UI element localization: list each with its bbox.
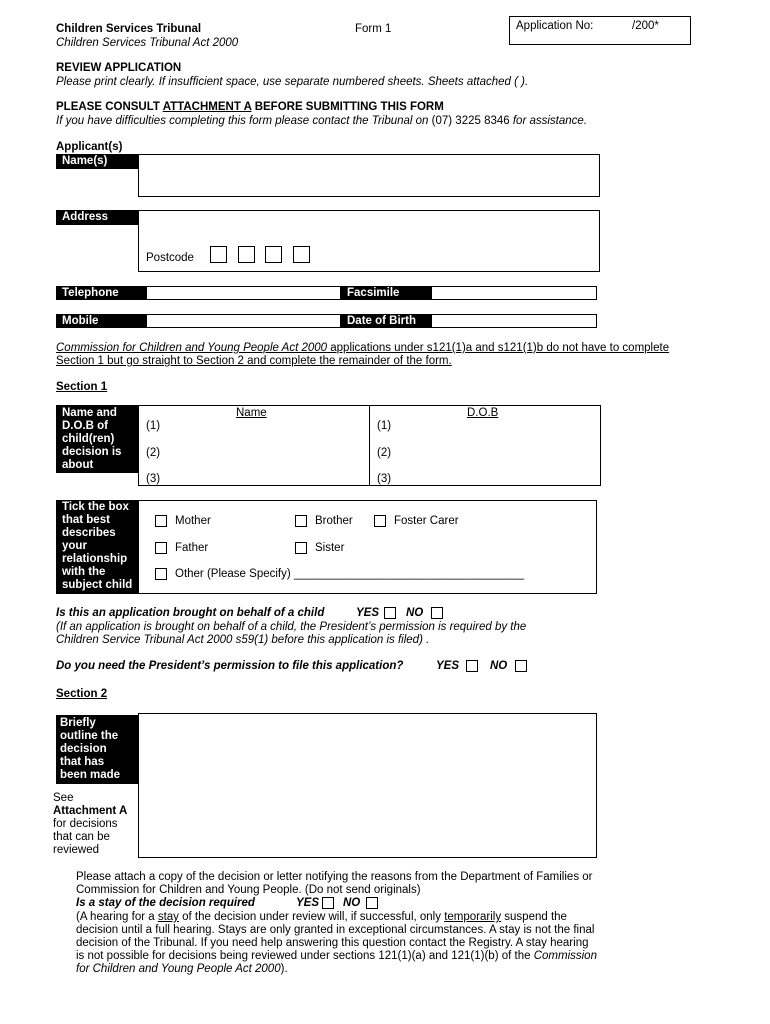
consult-post: BEFORE SUBMITTING THIS FORM <box>251 101 444 113</box>
attachment-a-link[interactable]: ATTACHMENT A <box>162 101 252 113</box>
consult-line <box>56 101 444 114</box>
postcode-label: Postcode <box>146 252 194 264</box>
stay-yes-checkbox[interactable] <box>322 897 334 909</box>
mother-checkbox[interactable] <box>155 515 167 527</box>
attach-note-2: Commission for Children and Young People. (Do not send originals) <box>76 884 421 896</box>
stay-note-3: decision of the Tribunal. If you need help answering this question contact the Registry. A stay hearing <box>76 937 589 949</box>
telephone-field[interactable] <box>146 286 341 300</box>
application-no-label: Application No: <box>516 20 594 32</box>
children-table <box>138 405 601 486</box>
father-option: Father <box>175 542 209 554</box>
behalf-note-1: (If an application is brought on behalf of a child, the President’s permission is required by the <box>56 621 527 633</box>
commission-note-line1 <box>56 342 669 355</box>
permission-no-label: NO <box>490 660 508 672</box>
see-attachment-a: Attachment A <box>53 805 128 817</box>
postcode-digit-3[interactable] <box>265 246 282 263</box>
attach-note-1: Please attach a copy of the decision or letter notifying the reasons from the Department of Families or <box>76 871 593 883</box>
form-number: Form 1 <box>355 23 392 35</box>
review-title: REVIEW APPLICATION <box>56 62 182 74</box>
outline-label: Briefly outline the decision that has been made <box>56 715 138 784</box>
see-rest-2: that can be <box>53 831 110 843</box>
sister-checkbox[interactable] <box>295 542 307 554</box>
names-field[interactable] <box>138 154 600 197</box>
consult-pre: PLEASE CONSULT <box>56 101 163 113</box>
postcode-digit-4[interactable] <box>293 246 310 263</box>
stay-no-checkbox[interactable] <box>366 897 378 909</box>
stay-note-4-italic: Commission <box>533 950 597 962</box>
difficulty-line <box>56 115 587 128</box>
section1-heading: Section 1 <box>56 381 108 393</box>
stay-word: stay <box>157 911 179 923</box>
children-name-header: Name <box>236 407 267 419</box>
application-no-box[interactable] <box>509 16 691 45</box>
behalf-no-checkbox[interactable] <box>431 607 443 619</box>
difficulty-post: for assistance. <box>509 115 588 127</box>
behalf-note-2: Children Service Tribunal Act 2000 s59(1) before this application is filed) . <box>56 634 430 646</box>
temporarily-word: temporarily <box>444 911 502 923</box>
foster-carer-checkbox[interactable] <box>374 515 386 527</box>
dob-field[interactable] <box>431 314 597 328</box>
names-label: Name(s) <box>56 154 138 169</box>
applicant-heading: Applicant(s) <box>56 141 123 153</box>
address-label: Address <box>56 210 138 225</box>
stay-note-5-end: ). <box>280 963 288 975</box>
stay-question: Is a stay of the decision required <box>76 897 255 909</box>
difficulty-pre: If you have difficulties completing this form please contact the Tribunal on <box>56 115 432 127</box>
stay-note-p3: suspend the <box>501 911 567 923</box>
behalf-no-label: NO <box>406 607 424 619</box>
father-checkbox[interactable] <box>155 542 167 554</box>
child-name-3[interactable]: (3) <box>146 473 161 485</box>
relationship-box <box>138 500 597 594</box>
brother-option: Brother <box>315 515 353 527</box>
tribunal-name: Children Services Tribunal <box>56 23 202 35</box>
sister-option: Sister <box>315 542 345 554</box>
other-checkbox[interactable] <box>155 568 167 580</box>
telephone-label: Telephone <box>56 286 146 300</box>
facsimile-label: Facsimile <box>341 286 431 300</box>
child-dob-1[interactable]: (1) <box>377 420 392 432</box>
commission-note-line2: Section 1 but go straight to Section 2 and complete the remainder of the form. <box>56 355 452 367</box>
application-no-value: /200* <box>632 20 659 32</box>
postcode-digit-1[interactable] <box>210 246 227 263</box>
section2-heading: Section 2 <box>56 688 108 700</box>
address-field[interactable] <box>138 210 600 272</box>
children-dob-header: D.O.B <box>467 407 499 419</box>
see-text: See <box>53 792 74 804</box>
act-name: Children Services Tribunal Act 2000 <box>56 37 239 49</box>
stay-yes-label: YES <box>296 897 320 909</box>
other-option[interactable]: Other (Please Specify) ____________________________________ <box>175 568 525 580</box>
stay-note-4-text: is not possible for decisions being reviewed under sections 121(1)(a) and 121(1)(b) of the <box>76 950 534 962</box>
facsimile-field[interactable] <box>431 286 597 300</box>
children-label: Name and D.O.B of child(ren) decision is about <box>56 405 138 473</box>
brother-checkbox[interactable] <box>295 515 307 527</box>
permission-question: Do you need the President’s permission to file this application? <box>56 660 404 672</box>
permission-yes-label: YES <box>436 660 460 672</box>
dob-label: Date of Birth <box>341 314 431 328</box>
mobile-label: Mobile <box>56 314 146 328</box>
see-rest-1: for decisions <box>53 818 118 830</box>
permission-yes-checkbox[interactable] <box>466 660 478 672</box>
column-divider <box>369 406 370 485</box>
behalf-yes-checkbox[interactable] <box>384 607 396 619</box>
mother-option: Mother <box>175 515 211 527</box>
stay-note-5-italic: for Children and Young People Act 2000 <box>76 963 281 975</box>
postcode-digit-2[interactable] <box>238 246 255 263</box>
stay-no-label: NO <box>343 897 361 909</box>
commission-act: Commission for Children and Young People Act 2000 <box>56 342 328 354</box>
child-dob-2[interactable]: (2) <box>377 447 392 459</box>
child-name-2[interactable]: (2) <box>146 447 161 459</box>
stay-note-2: decision until a full hearing. Stays are only granted in exceptional circumstances. A stay is not the final <box>76 924 595 936</box>
relationship-label: Tick the box that best describes your relationship with the subject child <box>56 500 138 594</box>
behalf-question: Is this an application brought on behalf of a child <box>56 607 325 619</box>
outline-field[interactable] <box>138 713 597 858</box>
stay-note-p2: of the decision under review will, if successful, only <box>178 911 445 923</box>
mobile-field[interactable] <box>146 314 341 328</box>
foster-carer-option: Foster Carer <box>394 515 459 527</box>
stay-note-4 <box>76 950 597 963</box>
behalf-yes-label: YES <box>356 607 380 619</box>
tribunal-phone: (07) 3225 8346 <box>431 115 510 127</box>
stay-note-1 <box>76 911 567 924</box>
child-name-1[interactable]: (1) <box>146 420 161 432</box>
permission-no-checkbox[interactable] <box>515 660 527 672</box>
stay-note-5 <box>76 963 288 976</box>
see-rest-3: reviewed <box>53 844 100 856</box>
child-dob-3[interactable]: (3) <box>377 473 392 485</box>
commission-note-rest: applications under s121(1)a and s121(1)b do not have to complete <box>327 342 670 354</box>
review-note: Please print clearly. If insufficient space, use separate numbered sheets. Sheets attached ( ). <box>56 76 529 88</box>
stay-note-p1: (A hearing for a <box>76 911 158 923</box>
